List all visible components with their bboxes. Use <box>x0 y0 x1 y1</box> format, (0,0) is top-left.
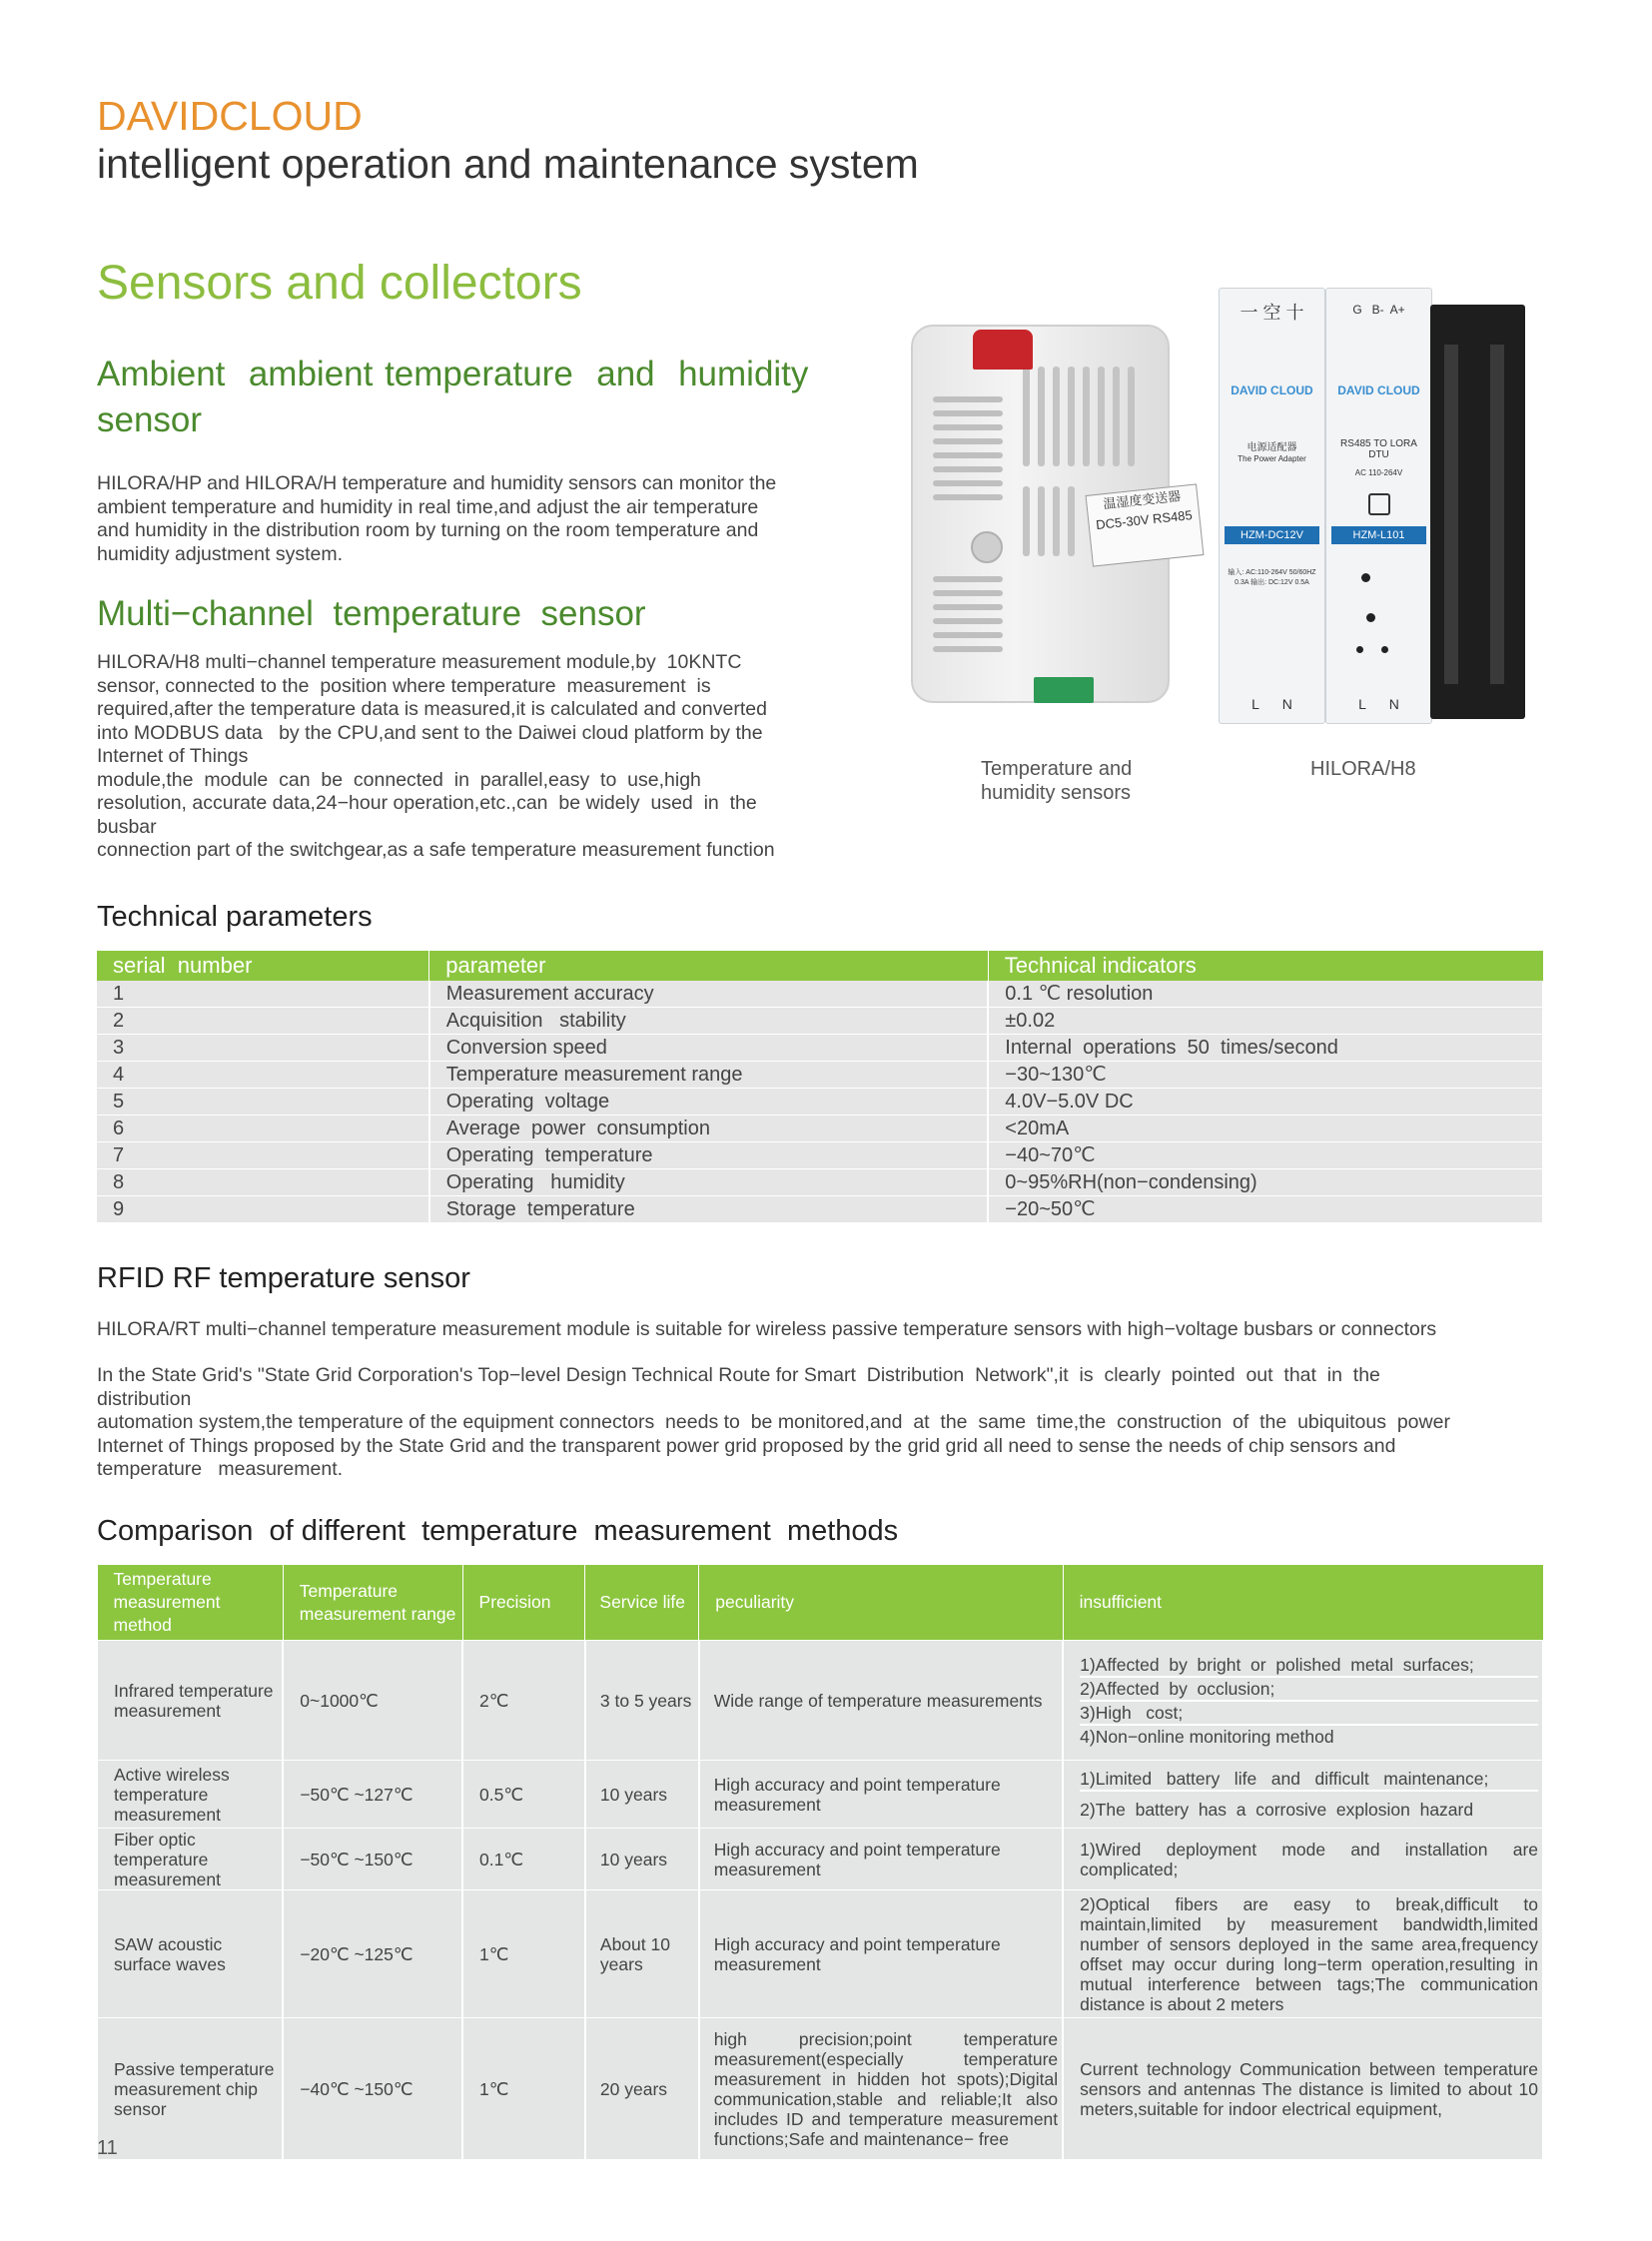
technical-parameters-title: Technical parameters <box>97 901 373 933</box>
cell: 6 <box>97 1116 429 1142</box>
multichannel-description <box>97 651 836 863</box>
table-row <box>97 1089 1543 1116</box>
module1-spec: 输入: AC:110-264V 50/60HZ 0.3A 输出: DC:12V 0.5A <box>1228 569 1316 586</box>
table-row <box>97 1169 1543 1196</box>
ambient-sensor-title <box>97 352 836 443</box>
cell: High accuracy and point temperature measurement <box>699 1761 1063 1829</box>
rfid-line: In the State Grid's "State Grid Corporation's Top−level Design Technical Route for Smart Distribution Network",it is clearly pointed out that in the <box>97 1364 1380 1386</box>
cell: 10 years <box>585 1829 699 1890</box>
multichannel-line: resolution, accurate data,24−hour operation,etc.,can be widely used in the <box>97 792 757 814</box>
ambient-line: humidity adjustment system. <box>97 542 344 565</box>
cell: Storage temperature <box>429 1196 989 1223</box>
module1-label: HZM-DC12V <box>1225 526 1319 544</box>
module1-bottom: L N <box>1251 696 1292 712</box>
cell: Internal operations 50 times/second <box>988 1035 1543 1062</box>
column-header: parameter <box>429 951 989 981</box>
column-header: peculiarity <box>699 1565 1063 1641</box>
module2-bottom: L N <box>1358 696 1399 712</box>
cell: 20 years <box>585 2018 699 2160</box>
lora-dtu-module-image <box>1325 288 1432 724</box>
cell: 8 <box>97 1169 429 1196</box>
table-row <box>97 1142 1543 1169</box>
cell: Conversion speed <box>429 1035 989 1062</box>
caption-line: Temperature and <box>981 758 1133 780</box>
cell: SAW acoustic surface waves <box>98 1890 284 2018</box>
multichannel-line: HILORA/H8 multi−channel temperature measurement module,by 10KNTC <box>97 651 742 673</box>
module2-label: HZM-L101 <box>1331 526 1426 544</box>
table-header-row <box>98 1565 1544 1641</box>
table-header-row <box>97 951 1543 981</box>
rfid-para1: HILORA/RT multi−channel temperature measurement module is suitable for wireless passive temperature sensors with high−voltage busbars or connectors <box>97 1318 1437 1340</box>
cell: −50℃ ~127℃ <box>283 1761 462 1829</box>
sensor-nameplate <box>1086 483 1205 566</box>
cell: 10 years <box>585 1761 699 1829</box>
cell: Fiber optic temperature measurement <box>98 1829 284 1890</box>
cell: −20℃ ~125℃ <box>283 1890 462 2018</box>
cell: 3 <box>97 1035 429 1062</box>
rfid-line: Internet of Things proposed by the State Grid and the transparent power grid proposed by the grid grid all need to sense the needs of chip sensors and <box>97 1434 1396 1457</box>
cell: 7 <box>97 1142 429 1169</box>
insufficient-item: 2)The battery has a corrosive explosion hazard <box>1080 1800 1474 1820</box>
cell: 1℃ <box>462 1890 585 2018</box>
rfid-line: automation system,the temperature of the equipment connectors needs to be monitored,and at the same time,the construction of the ubiquitous power <box>97 1411 1450 1433</box>
module2-led-icon <box>1366 613 1375 622</box>
cell: Active wireless temperature measurement <box>98 1761 284 1829</box>
cell: Average power consumption <box>429 1116 989 1142</box>
module2-name: RS485 TO LORA DTU <box>1340 438 1417 460</box>
comparison-title: Comparison of different temperature measurement methods <box>97 1515 899 1547</box>
page-number: 11 <box>97 2137 118 2159</box>
module2-sub: AC 110-264V <box>1354 468 1403 477</box>
cell: Operating temperature <box>429 1142 989 1169</box>
cell: 2℃ <box>462 1641 585 1761</box>
rfid-para2 <box>97 1364 1547 1482</box>
cell: 1℃ <box>462 2018 585 2160</box>
cell: Measurement accuracy <box>429 981 989 1008</box>
column-header: Temperature measurement method <box>98 1565 284 1641</box>
cell: Wide range of temperature measurements <box>699 1641 1063 1761</box>
cell: About 10 years <box>585 1890 699 2018</box>
cell: Operating voltage <box>429 1089 989 1116</box>
multichannel-line: module,the module can be connected in parallel,easy to use,high <box>97 768 701 791</box>
cell: 0.1 ℃ resolution <box>988 981 1543 1008</box>
ambient-line: ambient temperature and humidity in real time,and adjust the air temperature <box>97 495 759 518</box>
brand-title: DAVIDCLOUD <box>97 93 363 139</box>
ambient-line: and humidity in the distribution room by turning on the room temperature and <box>97 519 759 541</box>
table-row <box>97 1062 1543 1089</box>
cell: 2)Optical fibers are easy to break,difficult to maintain,limited by measurement bandwidth,limited number of sensors deployed in the same area,frequency offset may occur during long−term operation,resulting in mutual interference between tags;The communication distance is about 2 meters <box>1063 1890 1543 2018</box>
sensor-plate-text: DC5-30V RS485 <box>1095 507 1194 533</box>
power-adapter-module-image <box>1219 288 1325 724</box>
rfid-line: distribution <box>97 1387 192 1410</box>
table-row <box>98 2018 1544 2160</box>
sensor-plate-text: 温湿度变送器 <box>1102 488 1182 512</box>
module2-led-icon <box>1361 573 1370 582</box>
module1-logo: DAVID CLOUD <box>1231 383 1313 397</box>
cell: 3 to 5 years <box>585 1641 699 1761</box>
table-row <box>97 1008 1543 1035</box>
module1-top-text: 一 空 十 <box>1239 303 1304 323</box>
table-row <box>98 1829 1544 1890</box>
cell: ±0.02 <box>988 1008 1543 1035</box>
table-row <box>97 1035 1543 1062</box>
column-header: Temperature measurement range <box>283 1565 462 1641</box>
cell: Temperature measurement range <box>429 1062 989 1089</box>
caption-line: humidity sensors <box>981 782 1132 804</box>
column-header: Precision <box>462 1565 585 1641</box>
table-row <box>98 1641 1544 1761</box>
ambient-line: HILORA/HP and HILORA/H temperature and humidity sensors can monitor the <box>97 472 777 494</box>
insufficient-item: 2)Affected by occlusion; <box>1080 1678 1538 1702</box>
ambient-title-line2: sensor <box>97 400 203 439</box>
cell: Operating humidity <box>429 1169 989 1196</box>
module2-led-icon <box>1381 646 1388 653</box>
cell: 2 <box>97 1008 429 1035</box>
insufficient-item: 1)Affected by bright or polished metal surfaces; <box>1080 1654 1538 1678</box>
cell: Passive temperature measurement chip sensor <box>98 2018 284 2160</box>
cell: −20~50℃ <box>988 1196 1543 1223</box>
table-row <box>98 1890 1544 2018</box>
multichannel-line: required,after the temperature data is measured,it is calculated and converted <box>97 698 767 720</box>
cell: −40℃ ~150℃ <box>283 2018 462 2160</box>
multichannel-line: into MODBUS data by the CPU,and sent to the Daiwei cloud platform by the <box>97 721 763 744</box>
cell: high precision;point temperature measurement(especially temperature measurement in hidden hot spots);Digital communication,stable and reliable;It also includes ID and temperature measurement functions;Safe and maintenance− free <box>699 2018 1063 2160</box>
table-row <box>98 1761 1544 1829</box>
cell: Current technology Communication between temperature sensors and antennas The distance is limited to about 10 meters,suitable for indoor electrical equipment, <box>1063 2018 1543 2160</box>
multichannel-line: busbar <box>97 815 157 838</box>
technical-parameters-table <box>97 951 1544 1223</box>
cell: 5 <box>97 1089 429 1116</box>
module2-top-text: G B- A+ <box>1352 303 1405 317</box>
module2-logo: DAVID CLOUD <box>1337 383 1420 397</box>
module2-led-icon <box>1356 646 1363 653</box>
cell <box>1063 1761 1543 1829</box>
cell: High accuracy and point temperature measurement <box>699 1829 1063 1890</box>
cell <box>1063 1641 1543 1761</box>
h8-caption: HILORA/H8 <box>1310 758 1416 780</box>
module2-antenna-icon <box>1368 493 1390 515</box>
cell: 1 <box>97 981 429 1008</box>
cell: Acquisition stability <box>429 1008 989 1035</box>
cell: 1)Wired deployment mode and installation are complicated; <box>1063 1829 1543 1890</box>
table-row <box>97 981 1543 1008</box>
section-title: Sensors and collectors <box>97 257 582 310</box>
rfid-title: RFID RF temperature sensor <box>97 1262 470 1294</box>
insufficient-item: 3)High cost; <box>1080 1702 1538 1726</box>
ambient-description <box>97 472 836 566</box>
cell: −50℃ ~150℃ <box>283 1829 462 1890</box>
sensor-green-terminal <box>1034 677 1094 703</box>
cell: 0.1℃ <box>462 1829 585 1890</box>
table-row <box>97 1196 1543 1223</box>
sensor-caption <box>981 757 1132 805</box>
cell: 0.5℃ <box>462 1761 585 1829</box>
cell: 9 <box>97 1196 429 1223</box>
cell: High accuracy and point temperature measurement <box>699 1890 1063 2018</box>
insufficient-item: 4)Non−online monitoring method <box>1080 1726 1334 1747</box>
ambient-title-line1: Ambient ambient temperature and humidity <box>97 355 809 393</box>
cell: −30~130℃ <box>988 1062 1543 1089</box>
sensor-red-clip <box>973 330 1033 370</box>
column-header: Technical indicators <box>988 951 1543 981</box>
cell: −40~70℃ <box>988 1142 1543 1169</box>
din-rail-bracket-image <box>1430 305 1525 719</box>
cell: 4.0V−5.0V DC <box>988 1089 1543 1116</box>
cell: 4 <box>97 1062 429 1089</box>
column-header: insufficient <box>1063 1565 1543 1641</box>
page-subtitle: intelligent operation and maintenance system <box>97 141 919 187</box>
module1-name: 电源适配器 <box>1246 442 1297 453</box>
column-header: serial number <box>97 951 429 981</box>
comparison-table <box>97 1565 1544 2160</box>
cell: 0~1000℃ <box>283 1641 462 1761</box>
column-header: Service life <box>585 1565 699 1641</box>
cell: Infrared temperature measurement <box>98 1641 284 1761</box>
multichannel-line: Internet of Things <box>97 745 249 767</box>
cell: 0~95%RH(non−condensing) <box>988 1169 1543 1196</box>
rfid-line: temperature measurement. <box>97 1458 344 1480</box>
multichannel-line: sensor, connected to the position where temperature measurement is <box>97 674 711 697</box>
insufficient-item: 1)Limited battery life and difficult maintenance; <box>1080 1768 1538 1792</box>
multichannel-line: connection part of the switchgear,as a safe temperature measurement function <box>97 839 775 861</box>
cell: <20mA <box>988 1116 1543 1142</box>
module1-sub: The Power Adapter <box>1238 454 1306 463</box>
multichannel-title: Multi−channel temperature sensor <box>97 594 646 633</box>
table-row <box>97 1116 1543 1142</box>
